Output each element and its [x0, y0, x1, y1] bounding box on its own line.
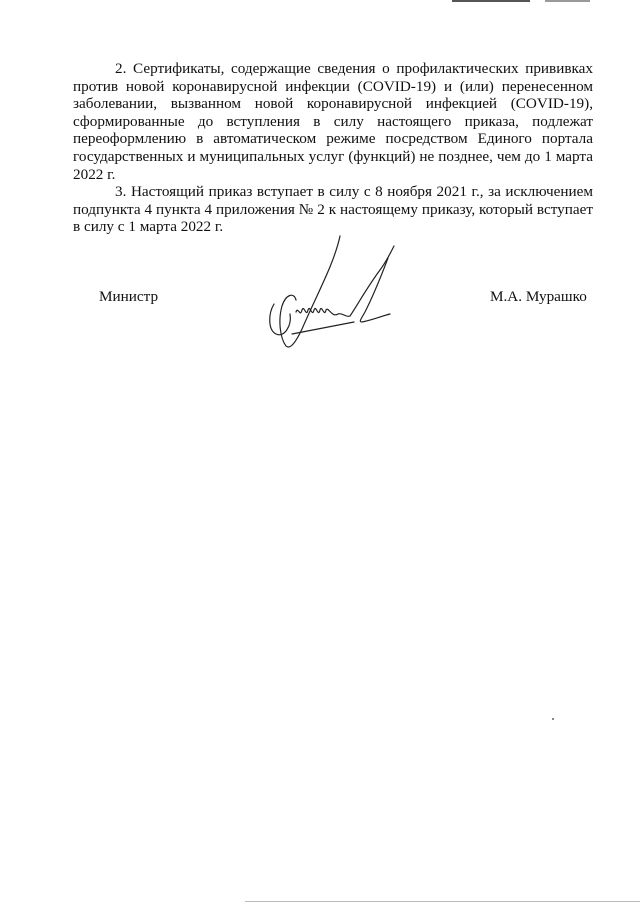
signatory-title: Министр [99, 288, 159, 305]
signature-block [0, 284, 640, 364]
document-body [73, 60, 593, 236]
paragraph-2: 2. Сертификаты, содержащие сведения о профилактических прививках против новой коронавирусной инфекции (COVID-19) и (или) перенесенном заболевании, вызванном новой коронавирусной инфекцией (COVID-19), сформированные до вступления в силу настоящего приказа, подлежат переоформлению в автоматическом режиме посредством Единого портала государственных и муниципальных услуг (функций) не позднее, чем до 1 марта 2022 г. [73, 60, 593, 183]
scan-artifact-top-right [545, 0, 590, 2]
scan-artifact-bottom [245, 901, 640, 902]
paragraph-3: 3. Настоящий приказ вступает в силу с 8 ноября 2021 г., за исключением подпункта 4 пункта 4 приложения № 2 к настоящему приказу, который вступает в силу с 1 марта 2022 г. [73, 183, 593, 236]
signatory-name: М.А. Мурашко [490, 288, 587, 305]
scan-artifact-dot [552, 718, 554, 720]
scan-artifact-top [452, 0, 530, 2]
handwritten-signature [262, 234, 412, 354]
